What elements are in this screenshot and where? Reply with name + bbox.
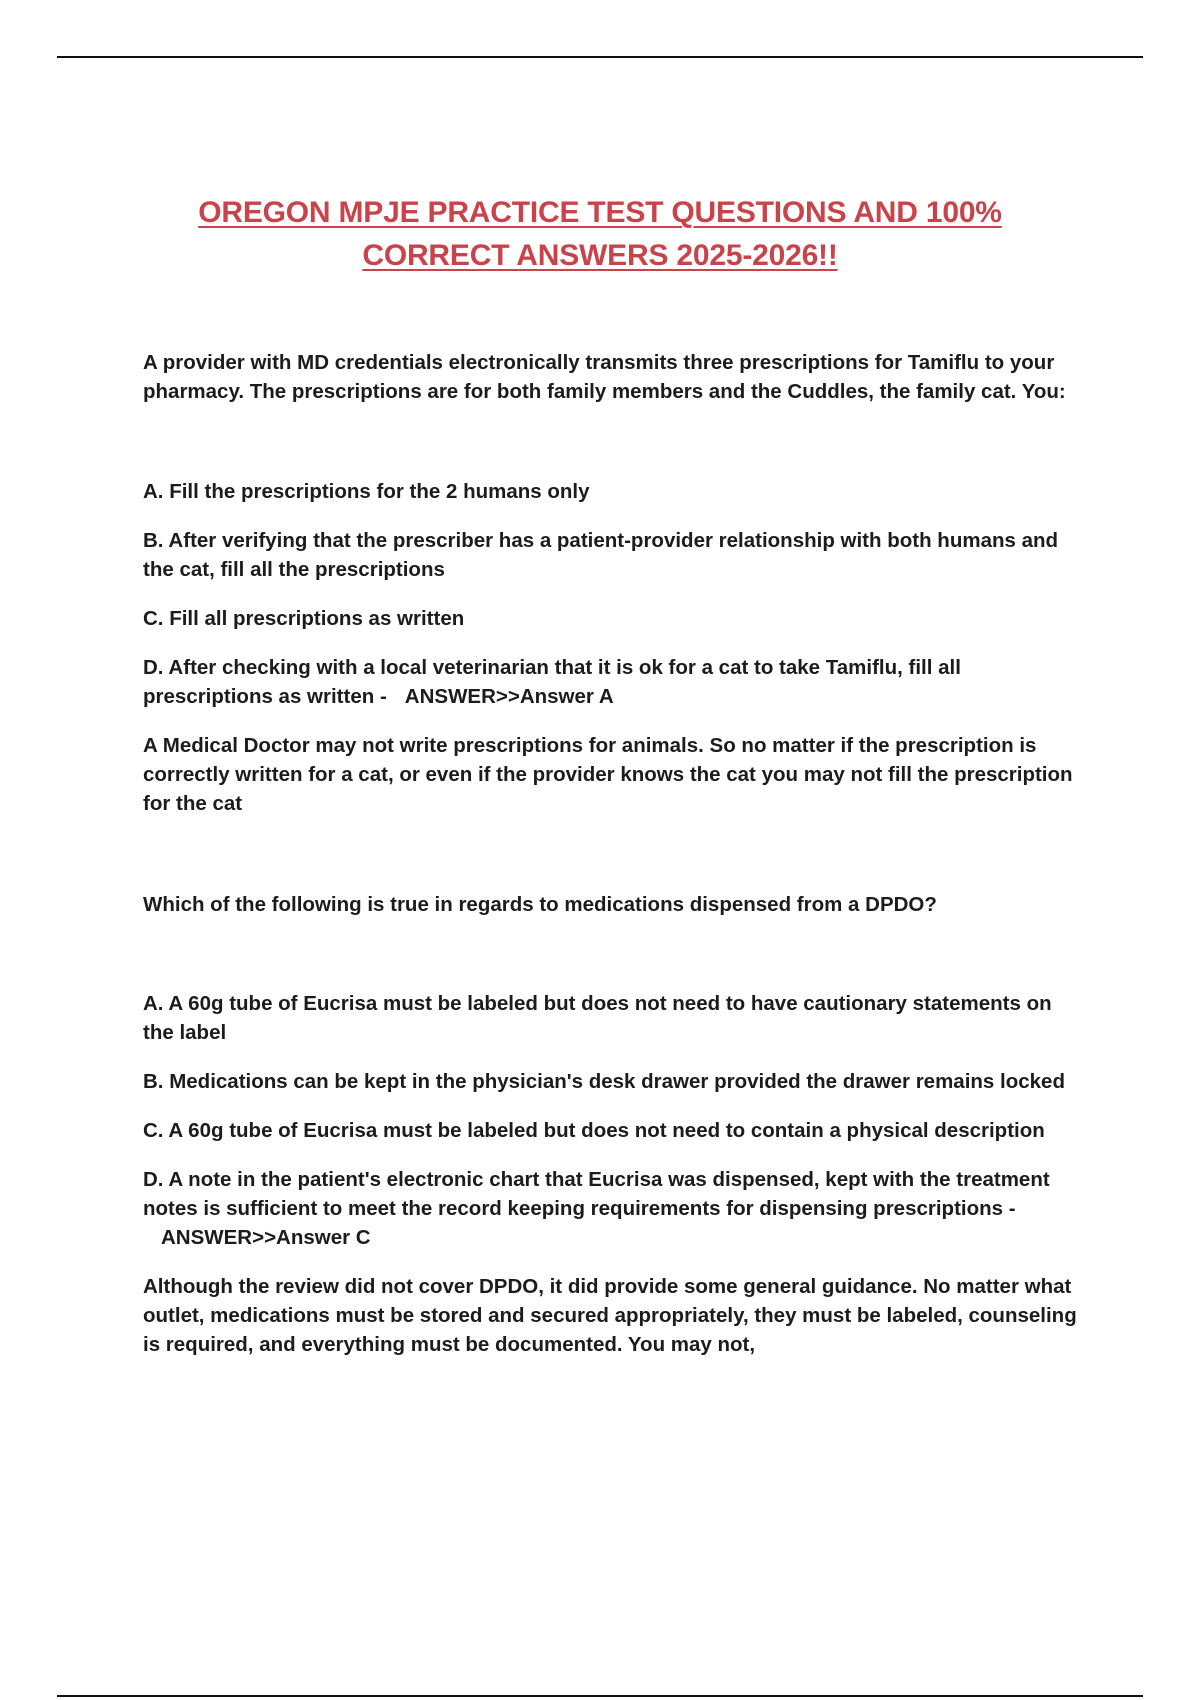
question-2-option-a: A. A 60g tube of Eucrisa must be labeled but does not need to have cautionary statements on the label (143, 992, 1052, 1044)
document-body (143, 348, 1088, 1359)
question-1-prompt: A provider with MD credentials electronically transmits three prescriptions for Tamiflu to your pharmacy. The prescriptions are for both family members and the Cuddles, the family cat. You: (143, 351, 1066, 403)
question-2-option-d (143, 1165, 1088, 1252)
question-2-option-c: C. A 60g tube of Eucrisa must be labeled but does not need to contain a physical description (143, 1119, 1045, 1142)
question-1-answer: ANSWER>>Answer A (404, 685, 614, 708)
question-1-explanation: A Medical Doctor may not write prescriptions for animals. So no matter if the prescription is correctly written for a cat, or even if the provider knows the cat you may not fill the prescription for the cat (143, 734, 1073, 815)
title-line-2: CORRECT ANSWERS 2025-2026!! (362, 239, 838, 272)
question-1-option-c: C. Fill all prescriptions as written (143, 607, 465, 630)
question-2-prompt: Which of the following is true in regards to medications dispensed from a DPDO? (143, 893, 937, 916)
footer-rule (57, 1695, 1143, 1697)
page-title (0, 191, 1200, 277)
title-line-1: OREGON MPJE PRACTICE TEST QUESTIONS AND 100% (198, 196, 1002, 229)
question-2-option-d-text: D. A note in the patient's electronic chart that Eucrisa was dispensed, kept with the treatment notes is sufficient to meet the record keeping requirements for dispensing prescriptions - (143, 1168, 1050, 1220)
question-1-option-d (143, 653, 1088, 711)
question-2-answer: ANSWER>>Answer C (161, 1226, 371, 1249)
question-2-option-b: B. Medications can be kept in the physician's desk drawer provided the drawer remains locked (143, 1070, 1065, 1093)
question-1-option-a: A. Fill the prescriptions for the 2 humans only (143, 480, 590, 503)
question-1-option-b: B. After verifying that the prescriber has a patient-provider relationship with both humans and the cat, fill all the prescriptions (143, 529, 1059, 581)
question-1-option-d-text: D. After checking with a local veterinarian that it is ok for a cat to take Tamiflu, fill all prescriptions as written - (143, 656, 961, 708)
question-2-explanation: Although the review did not cover DPDO, it did provide some general guidance. No matter what outlet, medications must be stored and secured appropriately, they must be labeled, counseling is required, and everything must be documented. You may not, (143, 1275, 1077, 1356)
header-rule (57, 56, 1143, 58)
